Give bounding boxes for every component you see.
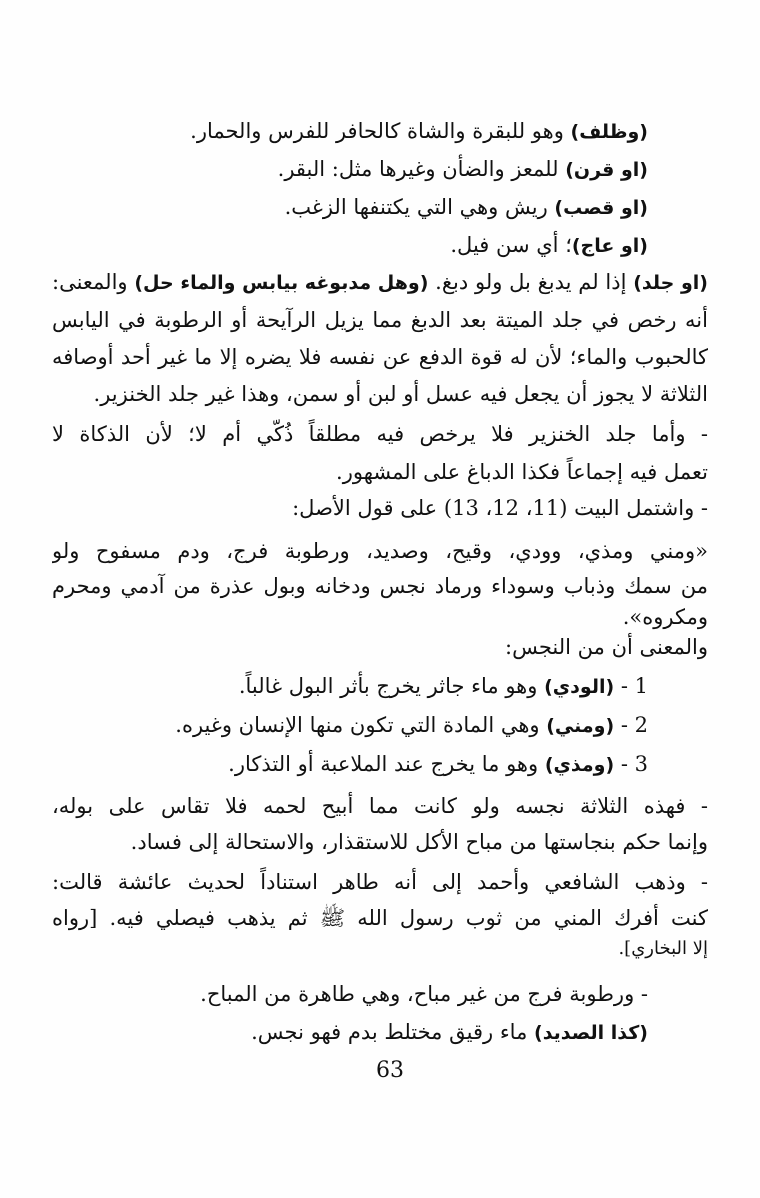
list-text: وهو ما يخرج عند الملاعبة أو التذكار. [228,752,545,776]
list-item [175,709,648,741]
line-pig-1: - وأما جلد الخنزير فلا يرخص فيه مطلقاً ذُكّي أم لا؛ لأن الذكاة لا [52,422,708,446]
line-meaning: والمعنى أن من النجس: [505,635,708,659]
line-three-2: وإنما حكم بنجاستها من مباح الأكل للاستقذار، والاستحالة إلى فساد. [130,830,708,854]
line-quote-1: «ومني ومذي، وودي، وقيح، وصديد، ورطوبة فرج، ودم مسفوح ولو [52,539,708,563]
line-pus [251,1016,648,1048]
line-horn [278,153,648,185]
list-number: 3 - [614,752,648,776]
text-horn: للمعز والضأن وغيرها مثل: البقر. [277,157,566,181]
term-pus: (كذا الصديد) [534,1022,648,1044]
term-tanned: (وهل مدبوغه بيابس والماء حل) [134,272,429,294]
text-skin-mid: إذا لم يدبغ بل ولو دبغ. [428,270,634,294]
list-term: (الودي) [544,676,615,698]
line-skin-2: أنه رخص في جلد الميتة بعد الدبغ مما يزيل الرآيحة أو الرطوبة في اليابس [52,308,708,332]
term-horn: (او قرن) [565,159,648,181]
line-feather [285,191,648,223]
line-moisture: - ورطوبة فرج من غير مباح، وهي طاهرة من المباح. [200,982,648,1006]
text-pus: ماء رقيق مختلط بدم فهو نجس. [251,1020,535,1044]
line-skin-4: الثلاثة لا يجوز أن يجعل فيه عسل أو لبن أو سمن، وهذا غير جلد الخنزير. [93,382,708,406]
term-hoof: (وظلف) [570,121,648,143]
list-number: 1 - [614,674,648,698]
text-skin-end: والمعنى: [52,270,135,294]
list-text: وهو ماء جاثر يخرج بأثر البول غالباً. [238,674,545,698]
line-ivory [450,229,648,261]
line-shafii-2: كنت أفرك المني من ثوب رسول الله ﷺ ثم يذهب فيصلي فيه. [رواه [52,906,708,930]
line-shafii-3: إلا البخاري]. [618,938,708,959]
list-term: (ومذي) [544,754,615,776]
line-skin-1 [52,266,708,298]
line-hoof [190,115,648,147]
page-number: 63 [376,1058,404,1083]
term-ivory: (او عاج) [571,235,648,257]
line-shafii-1: - وذهب الشافعي وأحمد إلى أنه طاهر استناداً لحديث عائشة قالت: [52,870,708,894]
line-quote-2: من سمك وذباب وسوداء ورماد نجس ودخانه وبول عذرة من آدمي ومحرم [52,574,708,598]
list-text: وهي المادة التي تكون منها الإنسان وغيره. [175,713,547,737]
list-item [239,670,648,702]
line-quote-3: ومكروه». [622,605,708,629]
line-skin-3: كالحبوب والماء؛ لأن له قوة الدفع عن نفسه فلا يضره إلا ما غير أحد أوصافه [52,345,708,369]
list-item [228,748,648,780]
term-skin: (او جلد) [633,272,708,294]
list-term: (ومني) [546,715,615,737]
line-verse-ref: - واشتمل البيت (11، 12، 13) على قول الأصل: [292,496,708,520]
text-feather: ريش وهي التي يكتنفها الزغب. [284,195,555,219]
text-hoof: وهو للبقرة والشاة كالحافر للفرس والحمار. [190,119,571,143]
term-feather: (او قصب) [554,197,648,219]
line-three-1: - فهذه الثلاثة نجسه ولو كانت مما أبيح لحمه فلا تقاس على بوله، [52,794,708,818]
line-pig-2: تعمل فيه إجماعاً فكذا الدباغ على المشهور. [336,460,708,484]
text-ivory: ؛ أي سن فيل. [450,233,572,257]
list-number: 2 - [614,713,648,737]
